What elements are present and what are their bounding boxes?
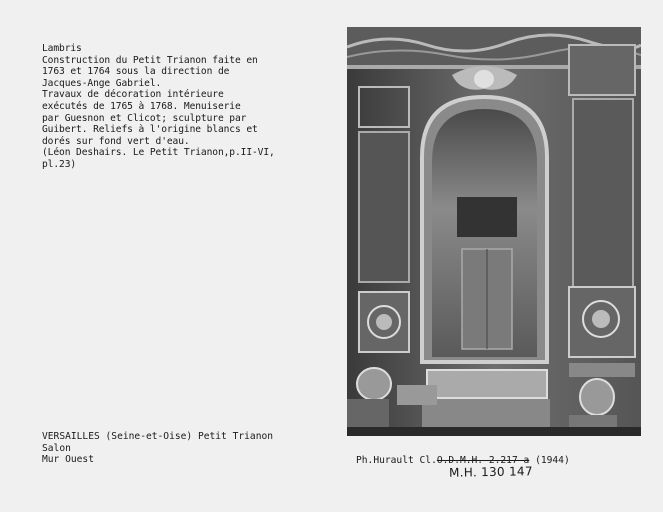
description-text [42, 43, 332, 171]
location-line-1: VERSAILLES (Seine-et-Oise) Petit Trianon [42, 431, 274, 442]
location-caption [42, 431, 273, 466]
note-line: dorés sur fond vert d'eau. [42, 135, 190, 147]
credit-year: (1944) [535, 455, 570, 466]
handwritten-reference: M.H. 130 147 [448, 464, 533, 480]
note-line: Guibert. Reliefs à l'origine blancs et [42, 124, 258, 136]
note-line: exécutés de 1765 à 1768. Menuiserie [42, 100, 241, 112]
note-line: 1763 et 1764 sous la direction de [42, 66, 230, 78]
location-line-3: Mur Ouest [42, 454, 94, 466]
note-line: Travaux de décoration intérieure [42, 89, 224, 101]
note-line: par Guesnon et Clicot; sculpture par [42, 112, 247, 124]
photo-illustration [347, 27, 641, 436]
struck-reference: O.D.M.H. 2.217 a [436, 455, 530, 466]
note-line: Jacques-Ange Gabriel. [42, 77, 162, 89]
note-line: Construction du Petit Trianon faite en [42, 54, 258, 66]
note-line: pl.23) [42, 158, 77, 170]
credit-prefix: Ph.Hurault Cl. [356, 455, 437, 466]
note-line: (Léon Deshairs. Le Petit Trianon,p.II-VI, [42, 147, 275, 159]
note-line: Lambris [42, 43, 82, 54]
location-line-2: Salon [42, 442, 71, 454]
photograph-panelling [347, 27, 641, 436]
